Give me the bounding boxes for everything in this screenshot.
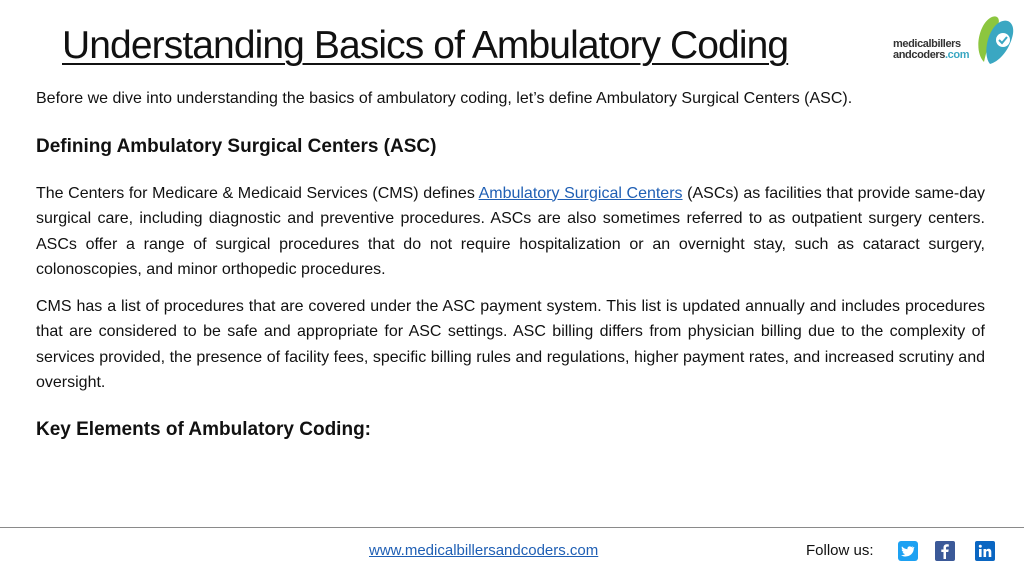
slide-title: Understanding Basics of Ambulatory Coding <box>62 24 789 67</box>
logo-mark-icon <box>976 12 1016 70</box>
cms-procedures-paragraph: CMS has a list of procedures that are covered under the ASC payment system. This list is updated annually and includes procedures that are considered to be safe and appropriate for ASC settings. ASC billing differs from physician billing due to the complexity of services provided, the presence of facility fees, specific billing rules and regulations, higher payment rates, and increased scrutiny and oversight. <box>36 297 985 391</box>
section-heading-key-elements: Key Elements of Ambulatory Coding: <box>36 418 371 440</box>
asc-link[interactable]: Ambulatory Surgical Centers <box>478 184 683 202</box>
facebook-icon[interactable] <box>935 541 955 561</box>
intro-paragraph: Before we dive into understanding the basics of ambulatory coding, let’s define Ambulatory Surgical Centers (ASC). <box>36 90 853 107</box>
main-content <box>36 86 985 464</box>
section-heading-asc: Defining Ambulatory Surgical Centers (ASC) <box>36 135 437 157</box>
footer-website-link[interactable]: www.medicalbillersandcoders.com <box>369 542 599 559</box>
logo-wordmark: medicalbillers andcoders.com <box>893 38 970 61</box>
company-logo <box>893 12 1017 72</box>
linkedin-icon[interactable] <box>975 541 995 561</box>
asc-definition-paragraph: The Centers for Medicare & Medicaid Services (CMS) defines Ambulatory Surgical Centers (ASCs) as facilities that provide same-day surgical care, including diagnostic and preventive procedures. ASCs are also sometimes referred to as outpatient surgery centers. ASCs offer a range of surgical procedures that do not require hospitalization or an overnight stay, such as cataract surgery, colonoscopies, and minor orthopedic procedures. <box>36 184 985 278</box>
footer-divider <box>0 527 1024 528</box>
follow-us-label: Follow us: <box>806 542 874 559</box>
twitter-icon[interactable] <box>898 541 918 561</box>
